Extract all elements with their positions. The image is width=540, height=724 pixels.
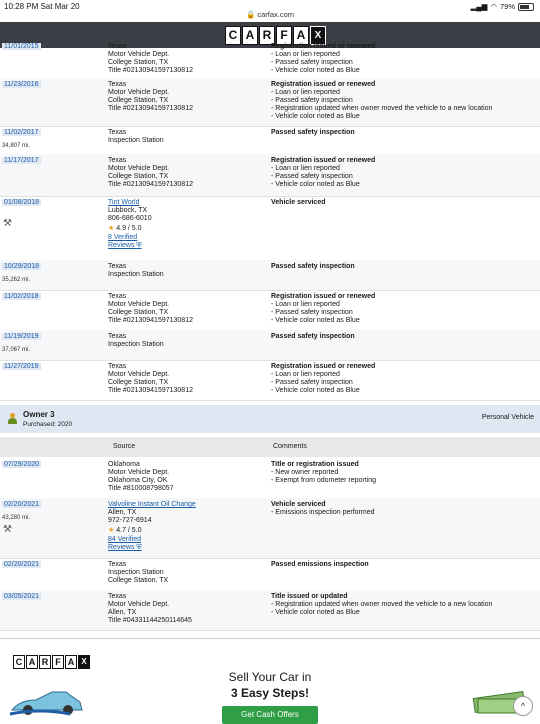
comment-heading: Title issued or updated	[271, 593, 348, 600]
shield-check-icon: ⛨	[134, 544, 142, 551]
record-odometer: 37,067 mi.	[2, 347, 31, 353]
record-source	[108, 81, 193, 113]
source-line: Texas	[108, 293, 127, 300]
history-row	[0, 260, 540, 291]
history-row	[0, 196, 540, 261]
record-source	[108, 157, 193, 189]
comment-heading: Vehicle serviced	[271, 501, 326, 508]
record-source	[108, 593, 192, 625]
source-line: Texas	[108, 333, 127, 340]
battery-percent: 79%	[499, 2, 515, 11]
record-odometer: 34,807 mi.	[2, 143, 31, 149]
record-comments	[271, 461, 376, 485]
record-source	[108, 293, 193, 325]
record-source	[108, 363, 193, 395]
record-source	[108, 199, 152, 250]
history-row	[0, 126, 540, 155]
comment-line: - Vehicle color noted as Blue	[271, 67, 360, 74]
comment-line: - Passed safety inspection	[271, 97, 353, 104]
source-line: Allen, TX	[108, 509, 137, 516]
history-row	[0, 498, 540, 559]
ad-banner	[0, 638, 540, 721]
col-source: Source	[113, 443, 136, 450]
reviews-label: Reviews	[108, 242, 135, 249]
status-indicators	[471, 2, 534, 11]
source-line: College Station, TX	[108, 577, 169, 584]
rating-value: 4.9 / 5.0	[116, 225, 142, 232]
comment-line: - Vehicle color noted as Blue	[271, 181, 360, 188]
comment-line: - Loan or lien reported	[271, 301, 340, 308]
address-url[interactable]: 🔒 carfax.com	[245, 10, 295, 19]
logo-letter: X	[78, 655, 90, 669]
comment-line: - Vehicle color noted as Blue	[271, 113, 360, 120]
record-comments	[271, 43, 375, 75]
source-line: Title #02130941597130812	[108, 67, 193, 74]
source-line: College Station, TX	[108, 97, 169, 104]
comment-line: - Passed safety inspection	[271, 309, 353, 316]
scroll-up-button[interactable]	[513, 696, 533, 716]
rating	[108, 225, 152, 233]
record-date: 11/17/2017	[4, 157, 39, 164]
logo-letter: C	[225, 26, 241, 45]
record-comments	[271, 129, 355, 137]
record-comments	[271, 363, 375, 395]
comment-line: - Vehicle color noted as Blue	[271, 387, 360, 394]
record-source	[108, 129, 164, 145]
record-source	[108, 501, 196, 552]
comment-line: - Registration updated when owner moved the vehicle to a new location	[271, 601, 493, 608]
source-line: Motor Vehicle Dept.	[108, 89, 170, 96]
source-line: Motor Vehicle Dept.	[108, 301, 170, 308]
source-line: Title #810008798057	[108, 485, 174, 492]
source-line: Title #02130941597130812	[108, 181, 193, 188]
source-line: 972-727-6914	[108, 517, 152, 524]
star-icon: ★	[108, 527, 117, 534]
record-source	[108, 561, 168, 585]
rating-value: 4.7 / 5.0	[116, 527, 142, 534]
source-line: Motor Vehicle Dept.	[108, 371, 170, 378]
source-line: College Station, TX	[108, 173, 169, 180]
record-odometer: 43,280 mi.	[2, 515, 31, 521]
history-row	[0, 40, 540, 79]
record-date: 11/02/2017	[4, 129, 39, 136]
record-odometer: 35,262 mi.	[2, 277, 31, 283]
comment-line: - Loan or lien reported	[271, 371, 340, 378]
source-line: Texas	[108, 561, 127, 568]
record-comments	[271, 199, 325, 207]
owner-purchased: Purchased: 2020	[23, 421, 73, 428]
source-line: Texas	[108, 81, 127, 88]
comment-line: - Exempt from odometer reporting	[271, 477, 377, 484]
logo-letter: R	[259, 26, 275, 45]
record-date: 11/23/2016	[4, 81, 39, 88]
comment-line: - Passed safety inspection	[271, 379, 353, 386]
comment-line: - New owner reported	[271, 469, 339, 476]
source-line: Oklahoma City, OK	[108, 477, 168, 484]
logo-letter: C	[13, 655, 25, 669]
record-date: 11/02/2018	[4, 293, 39, 300]
source-line: Inspection Station	[108, 341, 164, 348]
comment-heading: Passed safety inspection	[271, 263, 355, 270]
comment-line: - Passed safety inspection	[271, 59, 353, 66]
source-line: Motor Vehicle Dept.	[108, 165, 170, 172]
col-comments: Comments	[273, 443, 307, 450]
source-line: Motor Vehicle Dept.	[108, 469, 170, 476]
wifi-icon: ◠	[490, 2, 497, 11]
chevron-up-icon: ^	[520, 701, 526, 711]
history-row	[0, 590, 540, 631]
source-line: Texas	[108, 363, 127, 370]
verified-reviews-link[interactable]: 84 Verified	[108, 536, 142, 543]
record-comments	[271, 81, 492, 121]
record-date: 11/19/2019	[4, 333, 39, 340]
source-line: Title #02130941597130812	[108, 387, 193, 394]
history-row	[0, 558, 540, 591]
comment-line: - Vehicle color noted as Blue	[271, 609, 360, 616]
get-cash-offers-button[interactable]: Get Cash Offers	[222, 706, 318, 724]
source-line: Texas	[108, 129, 127, 136]
comment-heading: Passed safety inspection	[271, 333, 355, 340]
record-comments	[271, 293, 375, 325]
comment-line: - Registration updated when owner moved the vehicle to a new location	[271, 105, 493, 112]
battery-icon	[518, 3, 534, 11]
comment-line: - Loan or lien reported	[271, 89, 340, 96]
car-illustration-icon	[10, 686, 84, 716]
record-date: 02/20/2021	[4, 501, 40, 508]
source-line: Motor Vehicle Dept.	[108, 51, 170, 58]
source-line: Texas	[108, 157, 127, 164]
source-line: College Station, TX	[108, 309, 169, 316]
record-comments	[271, 157, 375, 189]
record-source	[108, 43, 193, 75]
owner-person-icon	[8, 413, 17, 424]
comment-heading: Registration issued or renewed	[271, 363, 376, 370]
source-line: Title #04331144250114645	[108, 617, 192, 624]
source-line: Inspection Station	[108, 137, 164, 144]
source-line: College Station, TX	[108, 59, 169, 66]
reviews-link[interactable]	[108, 242, 152, 250]
source-link[interactable]: Valvoline Instant Oil Change	[108, 501, 196, 508]
status-bar	[0, 0, 540, 22]
logo-letter: A	[65, 655, 77, 669]
history-content	[0, 43, 540, 638]
history-row	[0, 458, 540, 499]
logo-letter: F	[52, 655, 64, 669]
star-icon: ★	[108, 225, 117, 232]
comment-heading: Registration issued or renewed	[271, 157, 376, 164]
signal-icon: ▂▄▆	[470, 2, 488, 11]
source-line: Inspection Station	[108, 569, 164, 576]
source-line: Inspection Station	[108, 271, 164, 278]
source-link[interactable]: Tint World	[108, 199, 140, 206]
comment-line: - Passed safety inspection	[271, 173, 353, 180]
status-time: 10:28 PM Sat Mar 20	[4, 2, 80, 11]
record-date: 11/01/2015	[4, 43, 39, 50]
comment-line: - Loan or lien reported	[271, 165, 340, 172]
ad-carfax-logo	[13, 655, 90, 669]
source-line: Texas	[108, 263, 127, 270]
source-line: College Station, TX	[108, 379, 169, 386]
rating	[108, 527, 196, 535]
owner-vehicle-type: Personal Vehicle	[481, 414, 534, 421]
record-comments	[271, 561, 369, 569]
logo-letter: A	[242, 26, 258, 45]
record-date: 11/27/2019	[4, 363, 39, 370]
logo-letter: X	[310, 26, 326, 45]
record-date: 01/08/2018	[4, 199, 40, 206]
record-date: 02/20/2021	[4, 561, 40, 568]
history-row	[0, 290, 540, 331]
history-row	[0, 360, 540, 401]
comment-heading: Title or registration issued	[271, 461, 359, 468]
record-date: 07/29/2020	[4, 461, 40, 468]
ad-subtitle: 3 Easy Steps!	[230, 686, 310, 700]
url-text: carfax.com	[257, 10, 295, 19]
comment-line: - Vehicle color noted as Blue	[271, 317, 360, 324]
record-source	[108, 461, 174, 493]
logo-letter: R	[39, 655, 51, 669]
comment-line: - Emissions inspection performed	[271, 509, 375, 516]
comment-heading: Passed emissions inspection	[271, 561, 369, 568]
source-line: Motor Vehicle Dept.	[108, 601, 170, 608]
logo-letter: A	[293, 26, 309, 45]
owner-name: Owner 3	[23, 410, 55, 419]
record-comments	[271, 593, 492, 617]
source-line: Lubbock, TX	[108, 207, 148, 214]
record-source	[108, 333, 164, 349]
record-comments	[271, 501, 375, 517]
source-line: Title #02130941597130812	[108, 105, 193, 112]
record-comments	[271, 333, 355, 341]
verified-reviews-link[interactable]: 8 Verified	[108, 234, 138, 241]
comment-heading: Registration issued or renewed	[271, 43, 376, 50]
record-source	[108, 263, 164, 279]
history-row	[0, 154, 540, 197]
history-row	[0, 330, 540, 361]
comment-heading: Vehicle serviced	[271, 199, 326, 206]
column-header	[0, 437, 540, 457]
ad-title: Sell Your Car in	[228, 670, 312, 684]
reviews-label: Reviews	[108, 544, 135, 551]
source-line: Title #02130941597130812	[108, 317, 193, 324]
reviews-link[interactable]	[108, 544, 196, 552]
service-tools-icon: ⚒	[3, 218, 12, 229]
logo-letter: F	[276, 26, 292, 45]
source-line: Texas	[108, 43, 127, 50]
source-line: 806-686-6010	[108, 215, 152, 222]
service-tools-icon: ⚒	[3, 524, 12, 535]
source-line: Allen, TX	[108, 609, 137, 616]
source-line: Texas	[108, 593, 127, 600]
history-row	[0, 78, 540, 127]
record-date: 10/29/2018	[4, 263, 40, 270]
comment-heading: Passed safety inspection	[271, 129, 355, 136]
comment-heading: Registration issued or renewed	[271, 81, 376, 88]
record-date: 03/05/2021	[4, 593, 40, 600]
comment-heading: Registration issued or renewed	[271, 293, 376, 300]
source-line: Oklahoma	[108, 461, 140, 468]
comment-line: - Loan or lien reported	[271, 51, 340, 58]
logo-letter: A	[26, 655, 38, 669]
shield-check-icon: ⛨	[134, 242, 142, 249]
record-comments	[271, 263, 355, 271]
owner-section-header	[0, 405, 540, 433]
